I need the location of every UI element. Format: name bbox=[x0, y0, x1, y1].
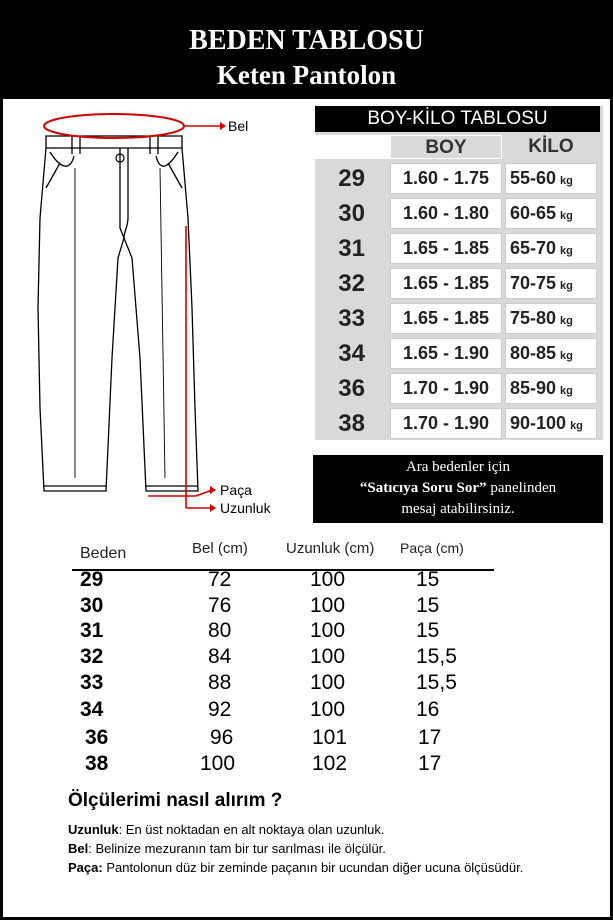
size-cell: 30 bbox=[80, 594, 104, 617]
table-row bbox=[315, 303, 600, 334]
note-line-2-bold: “Satıcıya Soru Sor” bbox=[359, 480, 487, 496]
bel-label: Bel bbox=[228, 118, 249, 134]
boy-kilo-header bbox=[315, 135, 600, 159]
uzunluk-term: Uzunluk bbox=[68, 822, 119, 837]
paca-label: Paça bbox=[220, 482, 252, 498]
intermediate-size-note bbox=[313, 455, 603, 523]
uzunluk-text: : En üst noktadan en alt noktaya olan uzunluk. bbox=[118, 822, 385, 837]
kilo-value: 55-60 bbox=[510, 168, 557, 188]
size-cell: 36 bbox=[315, 373, 387, 404]
kilo-value: 85-90 bbox=[510, 378, 557, 398]
size-cell: 31 bbox=[80, 619, 104, 642]
kg-unit: kg bbox=[560, 350, 573, 362]
boy-cell: 1.70 - 1.90 bbox=[390, 373, 502, 404]
paca-term: Paça: bbox=[68, 860, 103, 875]
header-kilo: KİLO bbox=[505, 135, 597, 159]
kilo-cell bbox=[505, 268, 597, 299]
boy-cell: 1.60 - 1.80 bbox=[390, 198, 502, 229]
kg-unit: kg bbox=[560, 245, 573, 257]
page-subtitle: Keten Pantolon bbox=[216, 60, 397, 90]
table-row bbox=[315, 268, 600, 299]
bel-cell: 72 bbox=[208, 568, 232, 591]
paca-instruction bbox=[68, 858, 588, 877]
uzunluk-instruction bbox=[68, 820, 588, 839]
uzunluk-cell: 100 bbox=[310, 568, 346, 591]
kilo-cell bbox=[505, 303, 597, 334]
table-row bbox=[315, 338, 600, 369]
size-cell: 29 bbox=[80, 568, 104, 591]
bel-cell: 92 bbox=[208, 698, 232, 721]
header-boy: BOY bbox=[390, 135, 502, 159]
size-cell: 38 bbox=[85, 752, 109, 775]
header-beden: Beden bbox=[80, 545, 127, 562]
pants-diagram bbox=[20, 108, 320, 528]
table-row bbox=[315, 408, 600, 439]
paca-cell: 15 bbox=[416, 594, 440, 617]
size-cell: 33 bbox=[80, 671, 104, 694]
kg-unit: kg bbox=[560, 175, 573, 187]
kilo-value: 90-100 bbox=[510, 413, 567, 433]
bel-text: : Belinize mezuranın tam bir tur sarılması ile ölçülür. bbox=[88, 841, 386, 856]
kg-unit: kg bbox=[560, 280, 573, 292]
how-to-title: Ölçülerimi nasıl alırım ? bbox=[68, 790, 283, 811]
size-cell: 30 bbox=[315, 198, 387, 229]
kilo-value: 75-80 bbox=[510, 308, 557, 328]
uzunluk-cell: 100 bbox=[310, 698, 346, 721]
boy-kilo-table bbox=[315, 106, 600, 439]
size-cell: 34 bbox=[80, 698, 104, 721]
kg-unit: kg bbox=[560, 315, 573, 327]
kg-unit: kg bbox=[560, 385, 573, 397]
size-cell: 32 bbox=[315, 268, 387, 299]
kilo-value: 80-85 bbox=[510, 343, 557, 363]
bel-cell: 88 bbox=[208, 671, 232, 694]
kilo-cell bbox=[505, 338, 597, 369]
kilo-cell bbox=[505, 198, 597, 229]
uzunluk-cell: 100 bbox=[310, 619, 346, 642]
paca-cell: 15,5 bbox=[416, 671, 457, 694]
header-uzunluk: Uzunluk (cm) bbox=[286, 540, 375, 557]
header-banner bbox=[0, 0, 613, 99]
bel-cell: 100 bbox=[200, 752, 236, 775]
size-cell: 33 bbox=[315, 303, 387, 334]
table-row bbox=[315, 198, 600, 229]
uzunluk-cell: 101 bbox=[312, 726, 348, 749]
header-bel: Bel (cm) bbox=[192, 540, 248, 557]
paca-cell: 17 bbox=[418, 752, 442, 775]
uzunluk-cell: 102 bbox=[312, 752, 348, 775]
bel-term: Bel bbox=[68, 841, 89, 856]
paca-cell: 15 bbox=[416, 619, 440, 642]
paca-cell: 17 bbox=[418, 726, 442, 749]
kilo-value: 60-65 bbox=[510, 203, 557, 223]
kilo-value: 70-75 bbox=[510, 273, 557, 293]
size-cell: 36 bbox=[85, 726, 109, 749]
table-row bbox=[315, 163, 600, 194]
how-to-measure bbox=[68, 790, 588, 877]
size-cell: 34 bbox=[315, 338, 387, 369]
kilo-cell bbox=[505, 163, 597, 194]
size-cell: 38 bbox=[315, 408, 387, 439]
kg-unit: kg bbox=[560, 210, 573, 222]
paca-text: Pantolonun düz bir zeminde paçanın bir ucundan diğer ucuna ölçüsüdür. bbox=[102, 860, 524, 875]
uzunluk-label: Uzunluk bbox=[220, 500, 271, 516]
table-row bbox=[315, 373, 600, 404]
size-cell: 29 bbox=[315, 163, 387, 194]
boy-cell: 1.65 - 1.85 bbox=[390, 268, 502, 299]
kilo-value: 65-70 bbox=[510, 238, 557, 258]
size-cell: 31 bbox=[315, 233, 387, 264]
paca-cell: 15 bbox=[416, 568, 440, 591]
header-paca: Paça (cm) bbox=[400, 540, 464, 556]
kilo-cell bbox=[505, 373, 597, 404]
note-line-2 bbox=[313, 478, 603, 499]
kg-unit: kg bbox=[570, 420, 583, 432]
note-line-3: mesaj atabilirsiniz. bbox=[401, 501, 515, 517]
bel-cell: 76 bbox=[208, 594, 232, 617]
boy-cell: 1.60 - 1.75 bbox=[390, 163, 502, 194]
boy-cell: 1.65 - 1.90 bbox=[390, 338, 502, 369]
page-title: BEDEN TABLOSU bbox=[189, 25, 424, 56]
table-row bbox=[315, 233, 600, 264]
boy-cell: 1.70 - 1.90 bbox=[390, 408, 502, 439]
note-line-1: Ara bedenler için bbox=[405, 459, 511, 475]
boy-cell: 1.65 - 1.85 bbox=[390, 303, 502, 334]
note-line-2-rest: panelinden bbox=[486, 480, 557, 496]
uzunluk-cell: 100 bbox=[310, 671, 346, 694]
header-blank bbox=[315, 135, 390, 159]
paca-cell: 16 bbox=[416, 698, 440, 721]
bel-cell: 80 bbox=[208, 619, 232, 642]
kilo-cell bbox=[505, 408, 597, 439]
uzunluk-cell: 100 bbox=[310, 594, 346, 617]
boy-cell: 1.65 - 1.85 bbox=[390, 233, 502, 264]
size-cell: 32 bbox=[80, 645, 104, 668]
bel-instruction bbox=[68, 839, 588, 858]
paca-cell: 15,5 bbox=[416, 645, 457, 668]
bel-cell: 84 bbox=[208, 645, 232, 668]
boy-kilo-title: BOY-KİLO TABLOSU bbox=[315, 106, 600, 132]
kilo-cell bbox=[505, 233, 597, 264]
uzunluk-cell: 100 bbox=[310, 645, 346, 668]
bel-cell: 96 bbox=[210, 726, 234, 749]
